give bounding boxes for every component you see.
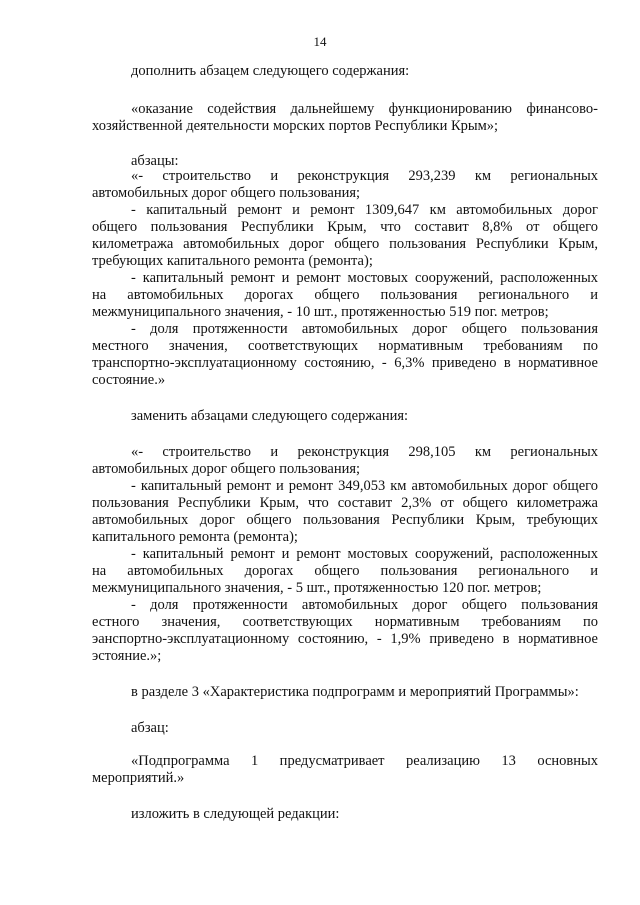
text-line: «- строительство и реконструкция 293,239 км региональных [131,168,598,184]
text-line: - доля протяженности автомобильных дорог общего пользования [131,597,598,613]
text-line: абзацы: [131,153,179,169]
text-line: - капитальный ремонт и ремонт 1309,647 км автомобильных дорог [131,202,598,218]
page-number: 14 [313,34,327,49]
text-line: эстояние.»; [92,648,162,664]
text-line: эанспортно-эксплуатационному состоянию, - 1,9% приведено в нормативное [92,631,598,647]
text-line: межмуниципального значения, - 10 шт., протяженностью 519 пог. метров; [92,304,549,320]
text-line: автомобильных дорог общего пользования; [92,461,361,477]
text-line: на автомобильных дорогах общего пользования регионального и [92,563,598,579]
text-line: на автомобильных дорогах общего пользования регионального и [92,287,598,303]
text-line: состояние.» [92,372,166,388]
text-line: межмуниципального значения, - 5 шт., протяженностью 120 пог. метров; [92,580,542,596]
text-line: дополнить абзацем следующего содержания: [131,63,410,79]
text-line: требующих капитального ремонта (ремонта); [92,253,373,269]
text-line: «оказание содействия дальнейшему функционированию финансово- [131,101,598,117]
text-line: «- строительство и реконструкция 298,105 км региональных [131,444,598,460]
text-line: в разделе 3 «Характеристика подпрограмм и мероприятий Программы»: [131,684,579,700]
text-line: хозяйственной деятельности морских портов Республики Крым»; [92,118,499,134]
text-line: естного значения, соответствующих нормативным требованиям по [92,614,598,630]
text-line: - капитальный ремонт и ремонт 349,053 км автомобильных дорог общего [131,478,598,494]
text-line: километража автомобильных дорог общего пользования Республики Крым, [92,236,598,252]
text-line: автомобильных дорог общего пользования Республики Крым, требующих [92,512,598,528]
text-line: транспортно-эксплуатационному состоянию, - 6,3% приведено в нормативное [92,355,598,371]
text-line: заменить абзацами следующего содержания: [131,408,409,424]
text-line: автомобильных дорог общего пользования; [92,185,361,201]
text-line: общего пользования Республики Крым, что составит 8,8% от общего [92,219,598,235]
text-line: капитального ремонта (ремонта); [92,529,298,545]
text-line: - капитальный ремонт и ремонт мостовых сооружений, расположенных [131,270,598,286]
text-line: местного значения, соответствующих нормативным требованиям по [92,338,598,354]
text-line: - доля протяженности автомобильных дорог общего пользования [131,321,598,337]
text-line: - капитальный ремонт и ремонт мостовых сооружений, расположенных [131,546,598,562]
text-line: мероприятий.» [92,770,185,786]
text-line: «Подпрограмма 1 предусматривает реализацию 13 основных [131,753,598,769]
text-line: абзац: [131,720,169,736]
text-line: пользования Республики Крым, что составит 2,3% от общего километража [92,495,598,511]
text-line: изложить в следующей редакции: [131,806,340,822]
